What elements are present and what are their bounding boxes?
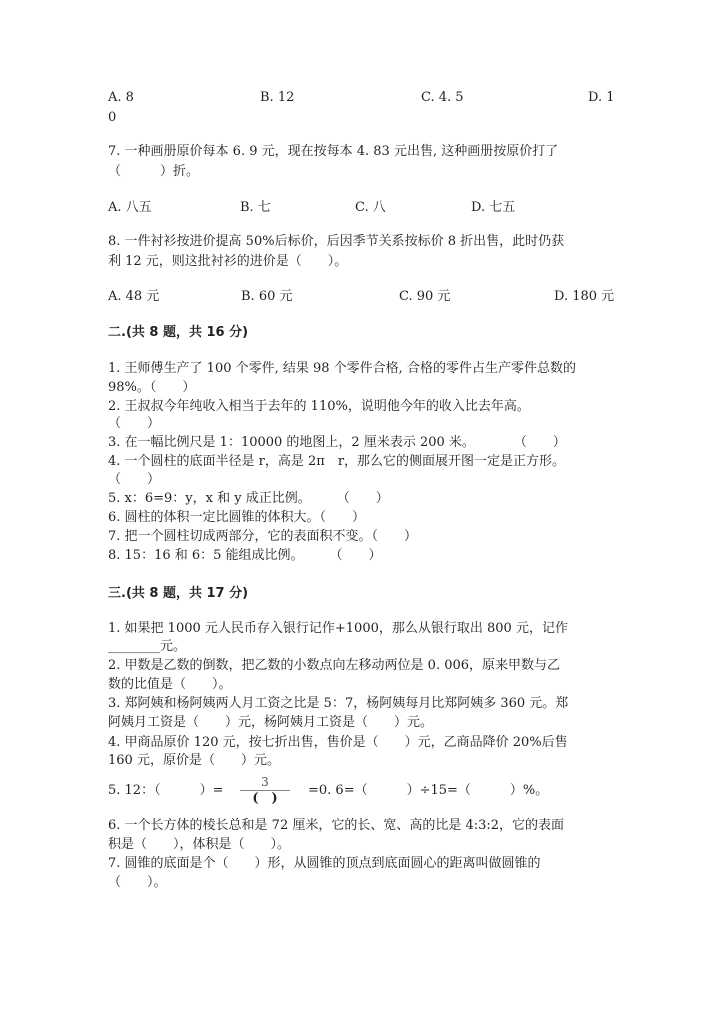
answer-option: B. 60 元 [241,289,293,304]
question-text: （ ）折。 [108,164,200,179]
question-text: 6. 一个长方体的棱长总和是 72 厘米，它的长、宽、高的比是 4:3:2，它的表面 [108,818,565,833]
question-text: （ ） [108,416,161,431]
answer-option: D. 180 元 [554,289,615,304]
question-text: 阿姨月工资是（ ）元，杨阿姨月工资是（ ）元。 [108,715,434,730]
answer-option: C. 八 [355,200,386,215]
question-text: 积是（ ），体积是（ ）。 [108,837,291,852]
question-text: 3. 在一幅比例尺是 1：10000 的地图上，2 厘米表示 200 米。 （ ） [108,435,566,450]
answer-option: B. 七 [240,200,271,215]
fraction-numerator: 3 [240,774,290,791]
question-text: （ ）。 [108,875,167,890]
question-text: 8. 15：16 和 6：5 能组成比例。 （ ） [108,548,382,563]
question-text: 98%。（ ） [108,380,196,395]
question-text: =0. 6=（ ）÷15=（ ）%。 [308,783,549,798]
question-text: 7. 一种画册原价每本 6. 9 元，现在按每本 4. 83 元出售, 这种画册按原价打了 [108,144,559,159]
answer-option: D. 1 [588,90,615,105]
answer-option: C. 4. 5 [421,90,464,105]
question-text: 8. 一件衬衫按进价提高 50%后标价，后因季节关系按标价 8 折出售，此时仍获 [108,234,565,249]
answer-option: D. 七五 [471,200,516,215]
fraction-denominator: ( ) [252,791,278,806]
answer-option: A. 48 元 [108,289,160,304]
question-text: 4. 甲商品原价 120 元，按七折出售，售价是（ ）元，乙商品降价 20%后售 [108,735,568,750]
answer-option: A. 8 [108,90,134,105]
question-text: （ ） [108,472,161,487]
question-text: 4. 一个圆柱的底面半径是 r，高是 2π r，那么它的侧面展开图一定是正方形。 [108,454,566,469]
question-text: 2. 王叔叔今年纯收入相当于去年的 110%，说明他今年的收入比去年高。 [108,399,530,414]
question-text: 3. 郑阿姨和杨阿姨两人月工资之比是 5：7，杨阿姨每月比郑阿姨多 360 元。郑 [108,696,569,711]
answer-option: C. 90 元 [399,289,451,304]
question-text: 160 元，原价是（ ）元。 [108,753,280,768]
section-heading: 三.(共 8 题，共 17 分) [108,586,249,601]
question-text: 利 12 元，则这批衬衫的进价是（ ）。 [108,254,348,269]
answer-option: 0 [108,110,117,125]
answer-option: A. 八五 [108,200,152,215]
question-text: 5. 12：（ ）= [108,783,224,798]
question-text: 6. 圆柱的体积一定比圆锥的体积大。（ ） [108,510,366,525]
fraction-blank [240,774,290,807]
question-text: 1. 如果把 1000 元人民币存入银行记作+1000，那么从银行取出 800 元，记作 [108,621,568,636]
section-heading: 二.(共 8 题，共 16 分) [108,325,249,340]
question-text: 1. 王师傅生产了 100 个零件, 结果 98 个零件合格, 合格的零件占生产零件总数的 [108,361,576,376]
question-text: 5. x：6=9：y，x 和 y 成正比例。 （ ） [108,491,389,506]
answer-option: B. 12 [260,90,295,105]
question-text: 7. 把一个圆柱切成两部分，它的表面积不变。（ ） [108,529,418,544]
question-text: 7. 圆锥的底面是个（ ）形，从圆锥的顶点到底面圆心的距离叫做圆锥的 [108,856,541,871]
question-text: 数的比值是（ ）。 [108,677,232,692]
question-text: ________元。 [108,639,187,654]
question-text: 2. 甲数是乙数的倒数，把乙数的小数点向左移动两位是 0. 006，原来甲数与乙 [108,658,561,673]
